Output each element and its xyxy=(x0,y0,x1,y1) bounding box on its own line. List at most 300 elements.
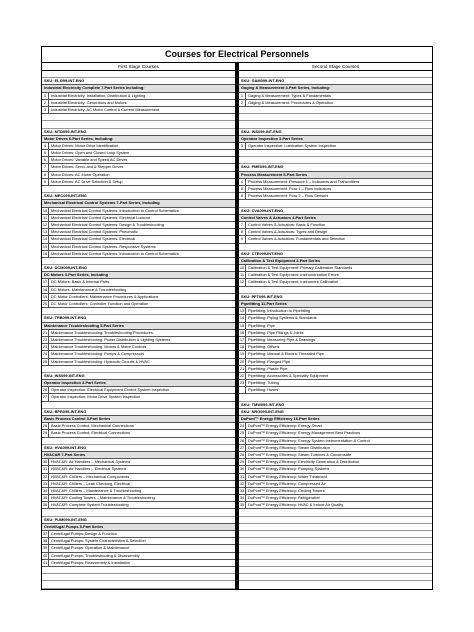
course-number xyxy=(239,387,246,393)
series-title xyxy=(42,136,235,143)
course-sheet xyxy=(41,46,433,590)
sku-text: SKU: HVA099-INT-ENG xyxy=(44,444,87,450)
blank-row xyxy=(239,114,432,121)
sku-text: SKU: CTE099-INT-ENG xyxy=(241,250,283,256)
course-title: Industrial Electricity: AC Motor Control & Current Measurement xyxy=(51,106,160,112)
course-title: HVAC&R: Chillers – Leak Checking, Electrical xyxy=(51,480,131,486)
course-row xyxy=(239,100,432,107)
course-row xyxy=(42,553,235,560)
course-row xyxy=(42,502,235,509)
blank-row xyxy=(239,244,432,251)
sku-text: SKU: INS099-INT-ENG xyxy=(241,128,282,134)
course-row xyxy=(42,107,235,114)
course-number: 17 xyxy=(42,279,48,285)
blank-row xyxy=(239,157,432,164)
course-number: 31 xyxy=(42,466,48,472)
course-number: 22 xyxy=(42,336,48,342)
course-row xyxy=(42,538,235,545)
blank-row xyxy=(239,71,432,78)
course-number: 23 xyxy=(42,344,48,350)
blank-row xyxy=(239,545,432,552)
blank-row xyxy=(239,531,432,538)
course-title: DuPont™ Energy Efficiency: Energy Smart xyxy=(248,423,322,429)
course-number: 27 xyxy=(42,394,48,400)
course-number: 37 xyxy=(42,531,48,536)
course-number: 33 xyxy=(239,487,245,493)
course-number: 4 xyxy=(239,179,246,185)
course-title: Process Measurement: Flow 1 – Flow Indicators xyxy=(248,186,332,191)
course-number: 10 xyxy=(239,265,245,271)
series-title xyxy=(42,200,235,207)
course-title: Motor Drives: Motor Drive Identification xyxy=(51,142,119,148)
course-title: HVAC&R: Complete System Troubleshooting xyxy=(51,502,129,508)
sku-label xyxy=(42,409,235,416)
series-title xyxy=(42,380,235,387)
course-number: 7 xyxy=(239,222,246,228)
series-text: DuPont™ Energy Efficiency 16-Part Series xyxy=(241,416,320,421)
course-title: Operator Inspection: Electrical Equipment Control System Inspection xyxy=(51,387,170,393)
course-number: 32 xyxy=(239,480,245,486)
course-row xyxy=(239,466,432,473)
blank-row xyxy=(239,538,432,545)
course-number: 33 xyxy=(42,480,48,486)
sku-label xyxy=(239,129,432,136)
course-number: 36 xyxy=(42,502,48,508)
course-number: 28 xyxy=(42,423,48,429)
course-row xyxy=(42,394,235,401)
course-row xyxy=(42,474,235,481)
course-title: Pipefitting: Manual & Electric Threaded Pipe xyxy=(248,351,325,357)
course-title: Maintenance Troubleshooting: Motors & Motor Controls xyxy=(51,344,147,350)
series-text: Mechanical Electrical Control Systems 7-Part Series, Including xyxy=(44,200,160,206)
sku-text: SKU: CVA099-INT-ENG xyxy=(241,207,284,213)
series-text: Operator Inspection 3-Part Series xyxy=(241,135,303,141)
course-row xyxy=(239,265,432,272)
course-title: Operator Inspection: Motor Drive System Inspection xyxy=(51,394,141,400)
blank-row xyxy=(239,567,432,574)
course-title: Pipefitting: Hoses xyxy=(248,387,279,393)
course-row xyxy=(239,495,432,502)
sku-label xyxy=(239,251,432,258)
course-row xyxy=(42,488,235,495)
course-title: Mechanical Electrical Control Systems: Introduction to Control Schematics xyxy=(51,250,179,256)
course-row xyxy=(42,251,235,258)
course-number: 2 xyxy=(42,100,49,106)
course-title: DuPont™ Energy Efficiency: HVAC & Indoor Air Quality xyxy=(248,502,344,508)
course-number: 27 xyxy=(239,444,245,450)
course-title: DC Motor Controllers: Controller Function and Operation xyxy=(51,301,149,306)
course-number: 22 xyxy=(239,372,245,378)
sku-label xyxy=(42,315,235,322)
course-title: Motor Drives: AC Motor Operation xyxy=(51,171,110,177)
course-title: HVAC&R: Air Handlers – Electrical Systems xyxy=(51,466,127,472)
course-title: HVAC&R: Chillers – Maintenance & Troubleshooting xyxy=(51,487,142,493)
course-number: 30 xyxy=(42,459,48,465)
course-title: Centrifugal Pumps: Reassembly & Installation xyxy=(51,559,130,565)
course-row xyxy=(239,380,432,387)
course-title: DC Motors: Maintenance & Troubleshooting xyxy=(51,286,127,292)
course-title: Mechanical Electrical Control Systems: Electrical Lockout xyxy=(51,214,150,220)
series-text: Centrifugal Pumps 5-Part Series xyxy=(44,523,104,529)
course-row xyxy=(42,337,235,344)
course-number: 14 xyxy=(239,315,245,321)
series-title xyxy=(239,416,432,423)
sku-text: SKU: PUM099-INT-ENG xyxy=(44,516,87,522)
blank-row xyxy=(42,402,235,409)
course-number: 35 xyxy=(239,502,245,508)
blank-row xyxy=(42,114,235,121)
series-text: Industrial Electricity Complete 7-Part Series Including: xyxy=(44,85,145,91)
course-row xyxy=(239,222,432,229)
course-title: Pipefitting: Pipe xyxy=(248,322,276,328)
sku-label xyxy=(42,129,235,136)
course-row xyxy=(239,330,432,337)
course-number: 8 xyxy=(239,229,246,235)
series-title xyxy=(239,301,432,308)
course-title: DuPont™ Energy Efficiency: Water Treatment xyxy=(248,473,327,479)
blank-row xyxy=(239,200,432,207)
sku-text: SKU: DCM099-INT-ENG xyxy=(44,265,88,271)
course-row xyxy=(42,481,235,488)
course-row xyxy=(42,545,235,552)
course-title: DuPont™ Energy Efficiency: Compressed Air xyxy=(248,480,326,486)
course-title: HVAC&R: Chillers – Mechanical Components xyxy=(51,473,130,479)
course-title: Operator Inspection: Lubrication System Inspection xyxy=(248,142,337,148)
sku-text: SKU: GAM099-INT-ENG xyxy=(241,78,285,84)
sku-text: SKU: PME099-INT-ENG xyxy=(241,164,284,170)
course-title: Basic Process Control: Mechanical Connections xyxy=(51,423,134,429)
course-row xyxy=(42,466,235,473)
course-title: Pipefitting: Flanged Pipe xyxy=(248,358,291,364)
series-title xyxy=(42,524,235,531)
course-row xyxy=(42,430,235,437)
course-number: 21 xyxy=(42,329,48,335)
series-title xyxy=(42,323,235,330)
course-title: Industrial Electricity: Generators and Motors xyxy=(51,99,127,105)
blank-row xyxy=(239,574,432,581)
course-number: 6 xyxy=(239,193,246,199)
course-number: 15 xyxy=(239,322,245,328)
course-row xyxy=(239,430,432,437)
course-number: 26 xyxy=(42,387,48,393)
sku-label xyxy=(42,265,235,272)
course-row xyxy=(239,459,432,466)
course-row xyxy=(42,423,235,430)
course-title: DuPont™ Energy Efficiency: Refrigeration xyxy=(248,495,321,501)
course-row xyxy=(42,222,235,229)
course-row xyxy=(42,279,235,286)
course-number: 40 xyxy=(42,552,48,558)
course-title: Mechanical Electrical Control Systems: Electrical xyxy=(51,236,136,242)
blank-row xyxy=(42,366,235,373)
course-number: 20 xyxy=(239,358,245,364)
course-title: Centrifugal Pumps: System Characteristics & Selection xyxy=(51,538,146,544)
course-title: Maintenance Troubleshooting: Power Distribution & Lighting Systems xyxy=(51,336,171,342)
series-title xyxy=(42,452,235,459)
course-number: 6 xyxy=(42,157,49,163)
series-title xyxy=(42,272,235,279)
course-title: Motor Drives: Variable and Speed AC Drives xyxy=(51,157,128,163)
course-title: Pipefitting: Plastic Pipe xyxy=(248,365,288,371)
course-row xyxy=(42,143,235,150)
course-row xyxy=(239,308,432,315)
course-row xyxy=(239,337,432,344)
course-number: 15 xyxy=(42,243,48,249)
series-title xyxy=(239,85,432,92)
course-title: HVAC&R: Cooling Towers – Maintenance & Troubleshooting xyxy=(51,495,155,501)
course-number: 11 xyxy=(42,214,48,220)
course-row xyxy=(239,438,432,445)
course-row xyxy=(42,150,235,157)
series-text: Operator Inspection 3-Part Series xyxy=(44,380,106,386)
course-title: Pipefitting: Pipe Fittings & Joints xyxy=(248,329,304,335)
course-number: 20 xyxy=(42,301,48,306)
course-number: 25 xyxy=(42,358,48,364)
course-row xyxy=(239,373,432,380)
course-number: 26 xyxy=(239,437,245,443)
course-row xyxy=(239,315,432,322)
course-row xyxy=(239,474,432,481)
course-title: Calibration & Test Equipment: Instrument Calibration xyxy=(248,279,339,285)
course-number: 4 xyxy=(42,143,49,149)
series-text: Pipefitting 11-Part Series xyxy=(241,301,287,306)
sku-text: SKU: ELI099-INT-ENG xyxy=(44,78,85,84)
course-row xyxy=(42,294,235,301)
course-number: 32 xyxy=(42,473,48,479)
blank-row xyxy=(239,394,432,401)
course-row xyxy=(239,387,432,394)
course-number: 12 xyxy=(42,221,48,227)
course-number: 21 xyxy=(239,365,245,371)
course-title: DuPont™ Energy Efficiency: Electricity Generation & Distribution xyxy=(248,459,360,465)
course-number: 13 xyxy=(239,308,245,314)
course-row xyxy=(239,323,432,330)
course-number: 14 xyxy=(42,236,48,242)
second-stage-header: Second Stage Courses xyxy=(239,63,432,71)
course-title: Process Measurement: Pressure 1 – Indicators and Transmitters xyxy=(248,178,360,184)
course-row xyxy=(42,351,235,358)
sku-text: SKU: INS099-INT-ENG xyxy=(44,372,85,378)
course-row xyxy=(239,445,432,452)
series-text: Motor Drives 6-Part Series, Including: xyxy=(44,135,114,141)
course-title: DuPont™ Energy Efficiency: Energy Management Best Practices xyxy=(248,430,361,436)
course-row xyxy=(42,179,235,186)
course-row xyxy=(239,143,432,150)
sku-text: SKU: MEC099-INT-ENG xyxy=(44,193,87,199)
course-number: 10 xyxy=(42,207,48,213)
course-title: Pipefitting: Offsets xyxy=(248,344,280,350)
course-title: Pipefitting: Measuring Pipe & Drawings xyxy=(248,336,316,342)
blank-row xyxy=(239,107,432,114)
course-title: Mechanical Electrical Control Systems: Introduction to Control Schematics xyxy=(51,207,179,213)
course-row xyxy=(239,193,432,200)
course-row xyxy=(42,330,235,337)
series-text: Process Measurement 5-Part Series xyxy=(241,171,308,177)
course-row xyxy=(42,164,235,171)
course-title: DuPont™ Energy Efficiency: Cooling Towers xyxy=(248,487,325,493)
blank-row xyxy=(42,581,235,588)
course-title: Gaging & Measurement: Procedures & Operation xyxy=(248,99,333,105)
blank-row xyxy=(42,71,235,78)
course-title: Calibration & Test Equipment: Instrumentation Errors xyxy=(248,272,339,278)
course-row xyxy=(239,229,432,236)
course-number: 38 xyxy=(42,538,48,544)
course-title: Control Valves & Actuators: Basic & Function xyxy=(248,221,326,227)
blank-row xyxy=(42,121,235,128)
course-row xyxy=(42,459,235,466)
series-text: Control Valves & Actuators 4-Part Series xyxy=(241,214,316,220)
course-title: Motor Drives: AC Drive Selection & Setup xyxy=(51,178,123,184)
blank-row xyxy=(42,308,235,315)
course-row xyxy=(42,387,235,394)
course-row xyxy=(239,344,432,351)
course-title: DuPont™ Energy Efficiency: Steam Distribution xyxy=(248,444,330,450)
series-title xyxy=(239,258,432,265)
course-number: 13 xyxy=(42,229,48,235)
course-number: 29 xyxy=(239,459,245,465)
course-row xyxy=(239,186,432,193)
course-row xyxy=(239,351,432,358)
course-number: 35 xyxy=(42,495,48,501)
course-number: 16 xyxy=(42,250,48,256)
course-title: Control Valves & Actuators: Fundamentals and Selection xyxy=(248,236,346,242)
course-title: DC Motor Controllers: Maintenance Procedures & Applications xyxy=(51,293,159,299)
course-title: Basic Process Control: Electrical Connections xyxy=(51,430,130,436)
course-title: Maintenance Troubleshooting: Troubleshooting Procedures xyxy=(51,329,153,335)
course-row xyxy=(42,560,235,567)
course-title: DuPont™ Energy Efficiency: Energy System Instrumentation & Control xyxy=(248,437,370,443)
course-number: 19 xyxy=(239,351,245,357)
course-row xyxy=(42,157,235,164)
course-row xyxy=(42,244,235,251)
course-row xyxy=(42,215,235,222)
series-title xyxy=(42,416,235,423)
course-number: 34 xyxy=(42,487,48,493)
course-row xyxy=(42,172,235,179)
blank-row xyxy=(42,438,235,445)
course-row xyxy=(42,531,235,538)
course-number: 19 xyxy=(42,293,48,299)
course-title: DuPont™ Energy Efficiency: Pumping Systems xyxy=(248,466,330,472)
course-row xyxy=(239,481,432,488)
sku-label xyxy=(42,373,235,380)
course-number: 2 xyxy=(239,100,246,106)
sku-text: SKU: TRB099-INT-ENG xyxy=(44,315,87,321)
course-title: Mechanical Electrical Control Systems: Pneumatic xyxy=(51,229,138,235)
blank-row xyxy=(42,574,235,581)
sku-text: SKU: PFT099-INT-ENG xyxy=(241,293,283,299)
course-title: Centrifugal Pumps: Troubleshooting & Disassembly xyxy=(51,552,140,558)
course-number: 5 xyxy=(42,150,49,156)
course-number: 18 xyxy=(42,286,48,292)
course-title: Maintenance Troubleshooting: Pumps & Compressors xyxy=(51,351,145,357)
blank-row xyxy=(239,524,432,531)
series-text: Calibration & Test Equipment 3-Part Series xyxy=(241,257,321,263)
blank-row xyxy=(239,121,432,128)
course-number: 30 xyxy=(239,466,245,472)
course-number: 34 xyxy=(239,495,245,501)
course-number: 29 xyxy=(42,430,48,436)
blank-row xyxy=(239,287,432,294)
sku-label xyxy=(42,193,235,200)
course-title: DuPont™ Energy Efficiency: Steam Turbines & Condensate xyxy=(248,451,352,457)
blank-row xyxy=(239,517,432,524)
course-number: 5 xyxy=(239,186,246,192)
course-title: Calibration & Test Equipment: Primary Calibration Standards xyxy=(248,265,353,271)
course-number: 23 xyxy=(239,380,245,386)
course-title: DC Motors: Basic & Internal Parts xyxy=(51,279,110,285)
course-number: 1 xyxy=(42,93,49,99)
first-stage-column xyxy=(42,63,235,589)
sku-label xyxy=(239,294,432,301)
course-row xyxy=(239,93,432,100)
blank-row xyxy=(239,509,432,516)
first-stage-header: First Stage Courses xyxy=(42,63,235,71)
course-row xyxy=(42,93,235,100)
course-row xyxy=(239,236,432,243)
course-row xyxy=(239,502,432,509)
course-number: 41 xyxy=(42,559,48,565)
course-number: 12 xyxy=(239,279,245,285)
course-columns xyxy=(42,63,432,589)
course-title: Industrial Electricity: Installation, Distribution & Lighting xyxy=(51,92,146,98)
course-number: 16 xyxy=(239,329,245,335)
blank-row xyxy=(42,509,235,516)
course-number: 28 xyxy=(239,451,245,457)
course-row xyxy=(239,359,432,366)
course-row xyxy=(239,423,432,430)
course-number: 8 xyxy=(42,172,49,178)
course-row xyxy=(42,208,235,215)
course-number: 7 xyxy=(42,164,49,170)
course-title: Pipefitting: Tubing xyxy=(248,380,279,386)
course-title: Mechanical Electrical Control Systems: Responsive Systems xyxy=(51,243,156,249)
course-number: 1 xyxy=(239,93,246,99)
sku-label xyxy=(42,78,235,85)
course-number: 9 xyxy=(42,179,49,185)
blank-row xyxy=(42,258,235,265)
course-row xyxy=(239,179,432,186)
blank-row xyxy=(239,150,432,157)
sku-text: SKU: TMW099-INT-ENG xyxy=(241,401,285,407)
sku-label xyxy=(42,517,235,524)
sku-text: SKU: NRG099-INT-ENG xyxy=(241,408,284,414)
series-text: HVAC&R 7-Part Series xyxy=(44,451,86,457)
course-title: Pipefitting: Accessories & Specialty Equipment xyxy=(248,372,329,378)
course-row xyxy=(239,279,432,286)
course-title: Centrifugal Pumps: Operation & Maintenance xyxy=(51,545,130,551)
course-number: 31 xyxy=(239,473,245,479)
sku-label xyxy=(239,78,432,85)
series-text: Gaging & Measurement 3-Part Series, Including: xyxy=(241,85,331,91)
course-row xyxy=(239,272,432,279)
sku-label xyxy=(239,402,432,409)
course-title: Control Valves & Actuators: Types and Design xyxy=(248,229,328,235)
course-row xyxy=(239,452,432,459)
course-number: 24 xyxy=(239,423,245,429)
sku-label xyxy=(239,164,432,171)
course-number: 11 xyxy=(239,272,245,278)
blank-row xyxy=(239,560,432,567)
course-title: Centrifugal Pumps: Design & Function xyxy=(51,531,117,536)
course-row xyxy=(42,359,235,366)
course-title: Pipefitting: Piping Systems & Standards xyxy=(248,315,317,321)
course-number: 39 xyxy=(42,545,48,551)
series-text: Maintenance Troubleshooting 5-Part Series xyxy=(44,322,124,328)
course-number: 3 xyxy=(239,143,246,149)
course-number: 17 xyxy=(239,336,245,342)
course-number: 9 xyxy=(239,236,246,242)
